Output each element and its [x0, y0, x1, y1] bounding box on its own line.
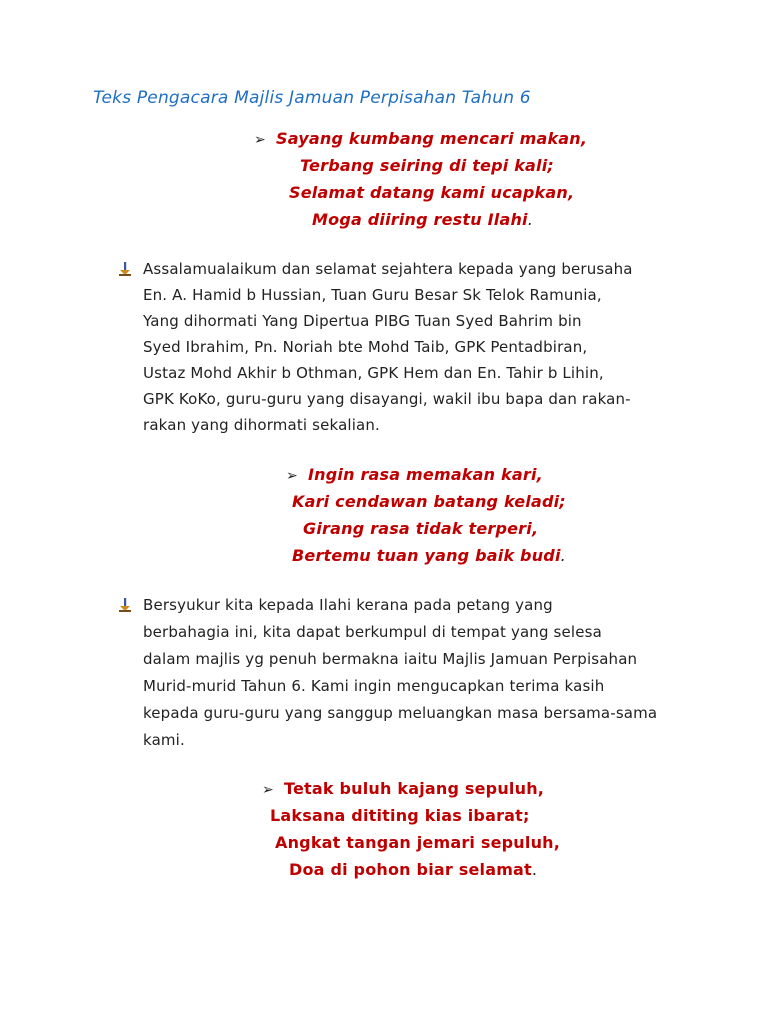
paragraph-2-line: kami.: [143, 731, 185, 749]
pantun-1-line-1-text: Sayang kumbang mencari makan,: [276, 129, 588, 148]
pantun-3-line-2: [270, 803, 530, 829]
paragraph-1-line: Assalamualaikum dan selamat sejahtera kepada yang berusaha: [143, 260, 633, 278]
pantun-2-line-2: [292, 489, 566, 515]
arrow-bullet-icon: ➢: [286, 468, 298, 484]
pantun-3-line-3-text: Angkat tangan jemari sepuluh,: [275, 833, 561, 852]
paragraph-2-line: Bersyukur kita kepada Ilahi kerana pada petang yang: [143, 596, 553, 614]
pantun-2-line-4: [292, 543, 566, 569]
arrow-bullet-icon: ➢: [254, 132, 266, 148]
document-title: Teks Pengacara Majlis Jamuan Perpisahan Tahun 6: [93, 88, 531, 108]
paragraph-1-line: GPK KoKo, guru-guru yang disayangi, wakil ibu bapa dan rakan-: [143, 390, 631, 408]
pantun-1-line-3: [289, 180, 574, 206]
pantun-2-line-3-text: Girang rasa tidak terperi,: [303, 519, 539, 538]
pantun-2-end-mark: .: [560, 546, 566, 565]
paragraph-2-line: kepada guru-guru yang sanggup meluangkan masa bersama-sama: [143, 704, 658, 722]
paragraph-1-line: Ustaz Mohd Akhir b Othman, GPK Hem dan En. Tahir b Lihin,: [143, 364, 604, 382]
pantun-2-line-3: [303, 516, 538, 542]
pantun-3-end-mark: .: [531, 860, 538, 879]
pantun-3-line-1-text: Tetak buluh kajang sepuluh,: [284, 779, 545, 798]
arrow-bullet-icon: ➢: [262, 782, 274, 798]
pantun-1-line-1: [254, 126, 587, 152]
paragraph-2: [118, 592, 678, 756]
pantun-2-line-1-text: Ingin rasa memakan kari,: [308, 465, 543, 484]
pantun-3-line-4-text: Doa di pohon biar selamat: [289, 860, 532, 879]
pantun-3-line-3: [275, 830, 560, 856]
paragraph-1: [118, 256, 678, 446]
paragraph-1-line: Yang dihormati Yang Dipertua PIBG Tuan Syed Bahrim bin: [143, 312, 582, 330]
pantun-2-line-4-text: Bertemu tuan yang baik budi: [292, 546, 561, 565]
paragraph-1-line: Syed Ibrahim, Pn. Noriah bte Mohd Taib, GPK Pentadbiran,: [143, 338, 588, 356]
pantun-3-line-2-text: Laksana dititing kias ibarat;: [270, 806, 530, 825]
pin-bullet-icon: [118, 262, 132, 276]
pantun-2-line-2-text: Kari cendawan batang keladi;: [292, 492, 566, 511]
paragraph-1-line: En. A. Hamid b Hussian, Tuan Guru Besar Sk Telok Ramunia,: [143, 286, 602, 304]
pantun-1-end-mark: .: [527, 210, 534, 229]
pantun-3-line-1: [262, 776, 544, 802]
paragraph-2-line: berbahagia ini, kita dapat berkumpul di tempat yang selesa: [143, 623, 602, 641]
paragraph-2-line: Murid-murid Tahun 6. Kami ingin mengucapkan terima kasih: [143, 677, 605, 695]
pantun-1-line-2: [300, 153, 554, 179]
paragraph-2-line: dalam majlis yg penuh bermakna iaitu Majlis Jamuan Perpisahan: [143, 650, 638, 668]
pantun-1-line-3-text: Selamat datang kami ucapkan,: [289, 183, 575, 202]
pantun-1-line-2-text: Terbang seiring di tepi kali;: [300, 156, 555, 175]
paragraph-1-line: rakan yang dihormati sekalian.: [143, 416, 380, 434]
pantun-2-line-1: [286, 462, 543, 488]
pantun-1-line-4-text: Moga diiring restu Ilahi: [312, 210, 528, 229]
pantun-1-line-4: [312, 207, 533, 233]
pantun-3-line-4: [289, 857, 537, 883]
pin-bullet-icon: [118, 598, 132, 612]
